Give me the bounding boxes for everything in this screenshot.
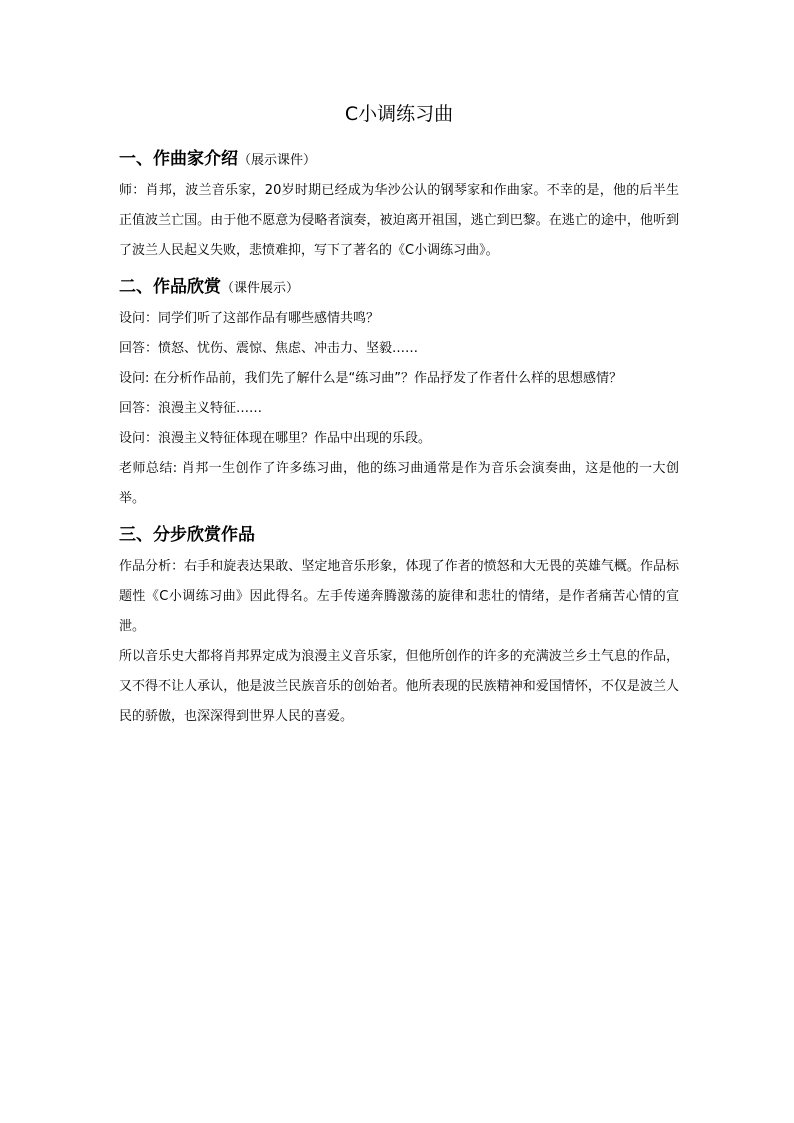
section-heading [119, 270, 679, 304]
section-step-appreciation [119, 518, 679, 732]
paragraph: 所以音乐史大都将肖邦界定成为浪漫主义音乐家，但他所创作的许多的充满波兰乡土气息的作品，又不得不让人承认，他是波兰民族音乐的创始者。他所表现的民族精神和爱国情怀，不仅是波兰人民的骄傲，也深深得到世界人民的喜爱。 [119, 649, 679, 724]
section-heading [119, 142, 679, 176]
section-heading-note: （展示课件） [238, 153, 317, 168]
section-heading-text: 一、作曲家介绍 [119, 149, 238, 169]
document-title: C小调练习曲 [344, 103, 454, 125]
paragraph: 设问：同学们听了这部作品有哪些感情共鸣？ [119, 311, 380, 326]
section-heading [119, 518, 679, 552]
paragraph: 回答：愤怒、忧伤、震惊、焦虑、冲击力、坚毅…… [119, 341, 419, 356]
paragraph: 师：肖邦，波兰音乐家，20岁时期已经成为华沙公认的钢琴家和作曲家。不幸的是，他的后半生正值波兰亡国。由于他不愿意为侵略者演奏，被迫离开祖国，逃亡到巴黎。在逃亡的途中，他听到了波兰人民起义失败，悲愤难抑，写下了著名的《C小调练习曲》。 [119, 183, 679, 258]
section-work-appreciation [119, 270, 679, 514]
section-composer-intro [119, 142, 679, 266]
section-heading-text: 三、分步欣赏作品 [119, 525, 255, 545]
section-heading-note: （课件展示） [221, 281, 300, 296]
paragraph: 老师总结: 肖邦一生创作了许多练习曲，他的练习曲通常是作为音乐会演奏曲，这是他的一大创举。 [119, 461, 679, 506]
paragraph: 设问：浪漫主义特征体现在哪里？作品中出现的乐段。 [119, 431, 432, 446]
paragraph: 作品分析：右手和旋表达果敢、坚定地音乐形象，体现了作者的愤怒和大无畏的英雄气概。作品标题性《C小调练习曲》因此得名。左手传递奔腾激荡的旋律和悲壮的情绪，是作者痛苦心情的宣泄。 [119, 559, 679, 634]
paragraph: 回答：浪漫主义特征…… [119, 401, 263, 416]
section-heading-text: 二、作品欣赏 [119, 277, 221, 297]
paragraph: 设问: 在分析作品前，我们先了解什么是“练习曲”？作品抒发了作者什么样的思想感情？ [119, 371, 622, 386]
document-page [119, 100, 679, 732]
